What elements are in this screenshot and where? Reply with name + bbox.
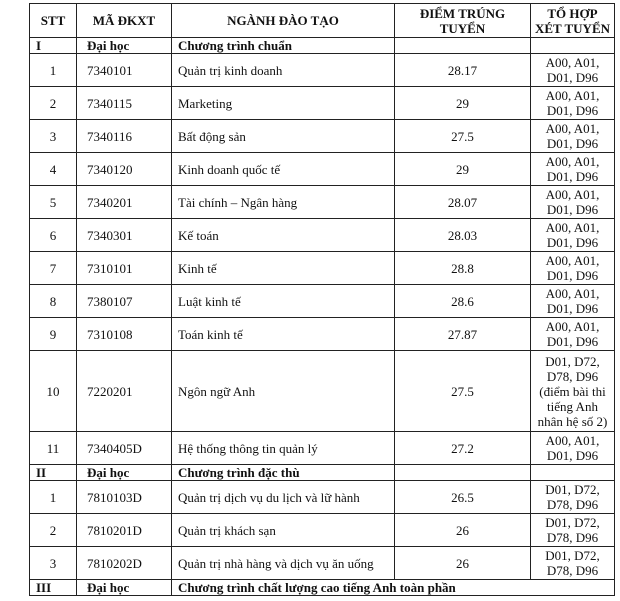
- cell-score: 29: [395, 87, 531, 120]
- cell-code: 7340101: [77, 54, 172, 87]
- cell-stt: 9: [30, 318, 77, 351]
- cell-combo: A00, A01, D01, D96: [531, 318, 615, 351]
- cell-stt: 2: [30, 87, 77, 120]
- cell-major: Toán kinh tế: [172, 318, 395, 351]
- cell-combo: D01, D72, D78, D96: [531, 481, 615, 514]
- table-row: [30, 432, 615, 465]
- cell-stt: 10: [30, 351, 77, 432]
- cell-stt: 5: [30, 186, 77, 219]
- cell-code: 7340201: [77, 186, 172, 219]
- cell-stt: 2: [30, 514, 77, 547]
- cell-stt: 1: [30, 54, 77, 87]
- admission-scores-document: [29, 3, 614, 596]
- section-level: Đại học: [77, 465, 172, 481]
- header-major: NGÀNH ĐÀO TẠO: [172, 4, 395, 38]
- header-combo: TỔ HỢP XÉT TUYỂN: [531, 4, 615, 38]
- cell-code: 7220201: [77, 351, 172, 432]
- cell-score: 28.17: [395, 54, 531, 87]
- cell-score: 28.8: [395, 252, 531, 285]
- cell-code: 7340301: [77, 219, 172, 252]
- cell-stt: 4: [30, 153, 77, 186]
- cell-major: Kế toán: [172, 219, 395, 252]
- cell-combo: A00, A01, D01, D96: [531, 54, 615, 87]
- cell-major: Kinh doanh quốc tế: [172, 153, 395, 186]
- cell-code: 7310101: [77, 252, 172, 285]
- section-level: Đại học: [77, 38, 172, 54]
- cell-major: Hệ thống thông tin quản lý: [172, 432, 395, 465]
- cell-score: 27.2: [395, 432, 531, 465]
- table-row: [30, 120, 615, 153]
- cell-combo: A00, A01, D01, D96: [531, 432, 615, 465]
- cell-major: Marketing: [172, 87, 395, 120]
- section-program: Chương trình đặc thù: [172, 465, 395, 481]
- cell-combo: D01, D72, D78, D96: [531, 547, 615, 580]
- admission-scores-table: [29, 3, 615, 596]
- cell-code: 7340115: [77, 87, 172, 120]
- cell-stt: 8: [30, 285, 77, 318]
- cell-code: 7380107: [77, 285, 172, 318]
- cell-stt: 3: [30, 120, 77, 153]
- cell-major: Quản trị kinh doanh: [172, 54, 395, 87]
- cell-code: 7340116: [77, 120, 172, 153]
- cell-combo: A00, A01, D01, D96: [531, 252, 615, 285]
- section-row-high-quality: [30, 580, 615, 596]
- cell-score: 28.07: [395, 186, 531, 219]
- cell-combo: A00, A01, D01, D96: [531, 87, 615, 120]
- cell-combo: D01, D72, D78, D96 (điểm bài thi tiếng Anh nhân hệ số 2): [531, 351, 615, 432]
- table-row: [30, 481, 615, 514]
- cell-score: 27.5: [395, 120, 531, 153]
- cell-score: 28.6: [395, 285, 531, 318]
- cell-stt: 11: [30, 432, 77, 465]
- cell-stt: 6: [30, 219, 77, 252]
- table-row: [30, 252, 615, 285]
- cell-score: 27.87: [395, 318, 531, 351]
- cell-score: 29: [395, 153, 531, 186]
- header-score: ĐIỂM TRÚNG TUYỂN: [395, 4, 531, 38]
- section-program: Chương trình chất lượng cao tiếng Anh toàn phần: [172, 580, 615, 596]
- table-row: [30, 54, 615, 87]
- table-row: [30, 318, 615, 351]
- cell-combo: A00, A01, D01, D96: [531, 219, 615, 252]
- section-number: II: [30, 465, 77, 481]
- cell-code: 7810201D: [77, 514, 172, 547]
- section-number: I: [30, 38, 77, 54]
- section-number: III: [30, 580, 77, 596]
- cell-score: 28.03: [395, 219, 531, 252]
- section-level: Đại học: [77, 580, 172, 596]
- table-row: [30, 87, 615, 120]
- cell-major: Quản trị dịch vụ du lịch và lữ hành: [172, 481, 395, 514]
- cell-score: 26: [395, 547, 531, 580]
- table-row: [30, 351, 615, 432]
- cell-major: Bất động sản: [172, 120, 395, 153]
- header-code: MÃ ĐKXT: [77, 4, 172, 38]
- table-row: [30, 153, 615, 186]
- cell-stt: 7: [30, 252, 77, 285]
- cell-code: 7810103D: [77, 481, 172, 514]
- cell-major: Quản trị khách sạn: [172, 514, 395, 547]
- cell-major: Luật kinh tế: [172, 285, 395, 318]
- cell-code: 7340120: [77, 153, 172, 186]
- cell-combo: D01, D72, D78, D96: [531, 514, 615, 547]
- section-row-special: [30, 465, 615, 481]
- cell-major: Kinh tế: [172, 252, 395, 285]
- cell-stt: 3: [30, 547, 77, 580]
- table-row: [30, 186, 615, 219]
- table-row: [30, 285, 615, 318]
- section-row-standard: [30, 38, 615, 54]
- cell-score: 26: [395, 514, 531, 547]
- table-row: [30, 219, 615, 252]
- cell-code: 7810202D: [77, 547, 172, 580]
- cell-score: 26.5: [395, 481, 531, 514]
- section-program: Chương trình chuẩn: [172, 38, 395, 54]
- table-header-row: [30, 4, 615, 38]
- cell-stt: 1: [30, 481, 77, 514]
- cell-code: 7310108: [77, 318, 172, 351]
- table-row: [30, 547, 615, 580]
- header-stt: STT: [30, 4, 77, 38]
- cell-score: 27.5: [395, 351, 531, 432]
- cell-combo: A00, A01, D01, D96: [531, 285, 615, 318]
- cell-major: Ngôn ngữ Anh: [172, 351, 395, 432]
- cell-major: Tài chính – Ngân hàng: [172, 186, 395, 219]
- cell-combo: A00, A01, D01, D96: [531, 186, 615, 219]
- cell-code: 7340405D: [77, 432, 172, 465]
- cell-major: Quản trị nhà hàng và dịch vụ ăn uống: [172, 547, 395, 580]
- cell-combo: A00, A01, D01, D96: [531, 153, 615, 186]
- cell-combo: A00, A01, D01, D96: [531, 120, 615, 153]
- table-row: [30, 514, 615, 547]
